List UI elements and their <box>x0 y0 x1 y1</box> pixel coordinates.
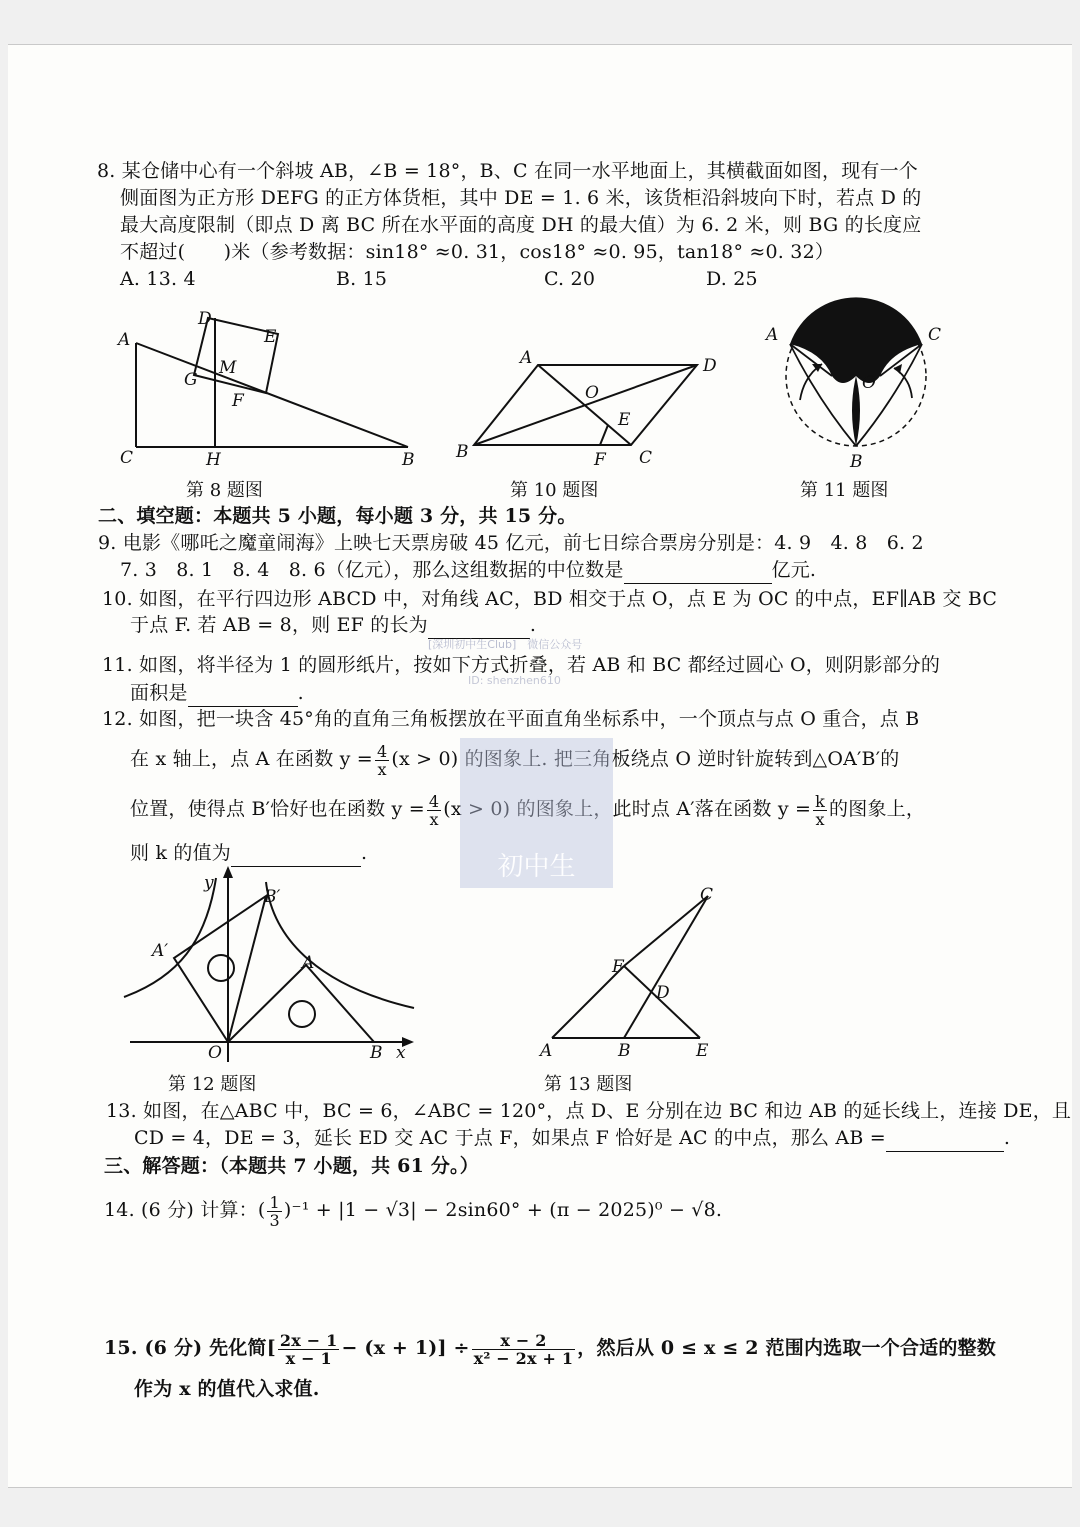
fig11-label-o: O <box>862 373 876 393</box>
q14-fraction-one-third: $\frac{1}{3}$ <box>269 1192 280 1230</box>
fig13-label-f: F <box>612 957 624 977</box>
fig8-label-c: C <box>120 448 134 468</box>
q8-option-b: B. 15 <box>336 268 388 290</box>
fig10-label-b: B <box>456 442 469 462</box>
fig10-label-e: E <box>618 410 631 430</box>
fig8-label-d: D <box>198 309 212 329</box>
q14-expression: )⁻¹ + |1 − √3| − 2sin60° + (π − 2025)⁰ − √8. <box>283 1199 723 1221</box>
q9-line1: 9. 电影《哪吒之魔童闹海》上映七天票房破 45 亿元，前七日综合票房分别是：4. 9 4. 8 6. 2 <box>98 532 924 554</box>
figure-13 <box>530 880 730 1060</box>
fig8-label-e: E <box>264 327 277 347</box>
q15-suffix: ，然后从 0 ≤ x ≤ 2 范围内选取一个合适的整数 <box>577 1337 996 1359</box>
q14-prefix: 14. (6 分) 计算：( <box>104 1199 266 1221</box>
q8-option-d: D. 25 <box>706 268 758 290</box>
fig11-label-c: C <box>928 325 942 345</box>
q12-line3-text: 位置，使得点 B′恰好也在函数 y = <box>130 798 425 820</box>
section-2-heading: 二、填空题：本题共 5 小题，每小题 3 分，共 15 分。 <box>98 505 577 527</box>
fig11-label-b: B <box>850 452 863 472</box>
fig8-label-f: F <box>232 391 244 411</box>
fig12-label-b-prime: B′ <box>264 887 281 907</box>
q10-line2-text: 于点 F. 若 AB = 8，则 EF 的长为 <box>130 614 428 636</box>
q15-prefix: 15. (6 分) 先化简[ <box>104 1337 276 1359</box>
watermark-logo <box>460 738 613 888</box>
q10-line2: 于点 F. 若 AB = 8，则 EF 的长为 . <box>130 612 536 639</box>
fig10-caption: 第 10 题图 <box>510 480 599 501</box>
q15-fraction-1: $\frac{2x - 1}{x - 1}$ <box>279 1330 338 1368</box>
figure-8 <box>112 305 422 475</box>
figure-11 <box>760 290 950 475</box>
q9-line2 <box>120 557 816 584</box>
q12-fraction-k-over-x: $\frac{k}{x}$ <box>815 791 826 829</box>
q9-line2-text: 7. 3 8. 1 8. 4 8. 6（亿元），那么这组数据的中位数是 <box>120 559 624 581</box>
q12-line4: 则 k 的值为 . <box>130 840 367 867</box>
q12-fraction-4-over-x: $\frac{4}{x}$ <box>376 741 388 779</box>
q11-line1: 11. 如图，将半径为 1 的圆形纸片，按如下方式折叠，若 AB 和 BC 都经过圆心 O，则阴影部分的 <box>102 654 941 676</box>
figure-12 <box>118 862 428 1067</box>
fig12-caption: 第 12 题图 <box>168 1074 257 1095</box>
figure-10 <box>450 345 730 473</box>
fig11-label-a: A <box>766 325 779 345</box>
fig8-label-a: A <box>118 330 131 350</box>
q12-line2-text: 在 x 轴上，点 A 在函数 y = <box>130 748 373 770</box>
q8-option-a: A. 13. 4 <box>120 268 196 290</box>
q13-answer-blank <box>886 1125 1004 1152</box>
q15-mid: − (x + 1)] ÷ <box>341 1337 470 1359</box>
q15-line2: 作为 x 的值代入求值. <box>134 1378 320 1400</box>
fig12-label-y: y <box>204 873 214 893</box>
fig10-label-d: D <box>703 356 717 376</box>
fig11-caption: 第 11 题图 <box>800 480 889 501</box>
q11-line2: 面积是 . <box>130 680 304 707</box>
q13-line2-text: CD = 4，DE = 3，延长 ED 交 AC 于点 F，如果点 F 恰好是 AC 的中点，那么 AB = <box>134 1127 886 1149</box>
watermark-id: ID: shenzhen610 <box>468 674 561 687</box>
fig12-label-o: O <box>208 1043 222 1063</box>
fig8-label-b: B <box>402 450 415 470</box>
fig10-label-f: F <box>594 450 606 470</box>
q13-line2: CD = 4，DE = 3，延长 ED 交 AC 于点 F，如果点 F 恰好是 AC 的中点，那么 AB = . <box>134 1125 1010 1152</box>
fig10-label-a: A <box>520 348 533 368</box>
q11-line2-text: 面积是 <box>130 682 188 704</box>
fig13-label-e: E <box>696 1041 709 1060</box>
fig10-label-o: O <box>585 383 599 403</box>
q8-option-c: C. 20 <box>544 268 596 290</box>
fig8-label-g: G <box>184 370 198 390</box>
fig13-label-d: D <box>656 983 670 1003</box>
fig10-label-c: C <box>639 448 653 468</box>
fig13-label-c: C <box>700 885 714 905</box>
q12-fraction-4-over-x-2: $\frac{4}{x}$ <box>428 791 440 829</box>
section-3-heading: 三、解答题：（本题共 7 小题，共 61 分。） <box>104 1155 479 1177</box>
q9-unit: 亿元. <box>771 559 817 581</box>
q8-line3: 最大高度限制（即点 D 离 BC 所在水平面的高度 DH 的最大值）为 6. 2 米，则 BG 的长度应 <box>120 214 922 236</box>
q11-answer-blank <box>188 680 298 707</box>
fig8-label-h: H <box>206 450 221 470</box>
q15-line1 <box>104 1328 996 1368</box>
q8-line1: 8. 某仓储中心有一个斜坡 AB，∠B = 18°，B、C 在同一水平地面上，其横截面如图，现有一个 <box>97 160 918 182</box>
fig8-caption: 第 8 题图 <box>186 480 263 501</box>
q9-answer-blank <box>624 557 772 584</box>
fig12-label-b: B <box>370 1043 383 1063</box>
q13-line1: 13. 如图，在△ABC 中，BC = 6，∠ABC = 120°，点 D、E 分别在边 BC 和边 AB 的延长线上，连接 DE，且 <box>106 1100 1072 1122</box>
fig13-label-b: B <box>618 1041 631 1060</box>
q14-line <box>104 1190 722 1230</box>
q12-line4-text: 则 k 的值为 <box>130 842 231 864</box>
q12-line1: 12. 如图，把一块含 45°角的直角三角板摆放在平面直角坐标系中，一个顶点与点 O 重合，点 B <box>102 708 920 730</box>
q8-line4: 不超过( )米（参考数据：sin18° ≈0. 31，cos18° ≈0. 95，tan18° ≈0. 32） <box>120 241 835 263</box>
fig12-label-x: x <box>396 1043 406 1063</box>
fig13-label-a: A <box>540 1041 553 1060</box>
q12-line3-mid: (x > 0) 的图象上，此时点 A′落在函数 y = <box>443 798 812 820</box>
q8-line2: 侧面图为正方形 DEFG 的正方体货柜，其中 DE = 1. 6 米，该货柜沿斜坡向下时，若点 D 的 <box>120 187 922 209</box>
fig12-label-a: A <box>302 953 315 973</box>
fig13-caption: 第 13 题图 <box>544 1074 633 1095</box>
q15-fraction-2: $\frac{x - 2}{\text{x² − 2x + 1}}$ <box>473 1330 574 1368</box>
q10-answer-blank <box>428 612 530 639</box>
q12-line3-tail: 的图象上， <box>829 798 926 820</box>
q12-line2-tail: (x > 0) 的图象上. 把三角板绕点 O 逆时针旋转到△OA′B′的 <box>391 748 900 770</box>
watermark-logo-text: 初中生 <box>497 852 576 882</box>
fig12-label-a-prime: A′ <box>152 941 169 961</box>
watermark-text: [深圳初中生Club] 微信公众号 <box>428 638 583 651</box>
fig8-label-m: M <box>219 358 237 378</box>
q10-line1: 10. 如图，在平行四边形 ABCD 中，对角线 AC，BD 相交于点 O，点 E 为 OC 的中点，EF∥AB 交 BC <box>102 588 998 610</box>
